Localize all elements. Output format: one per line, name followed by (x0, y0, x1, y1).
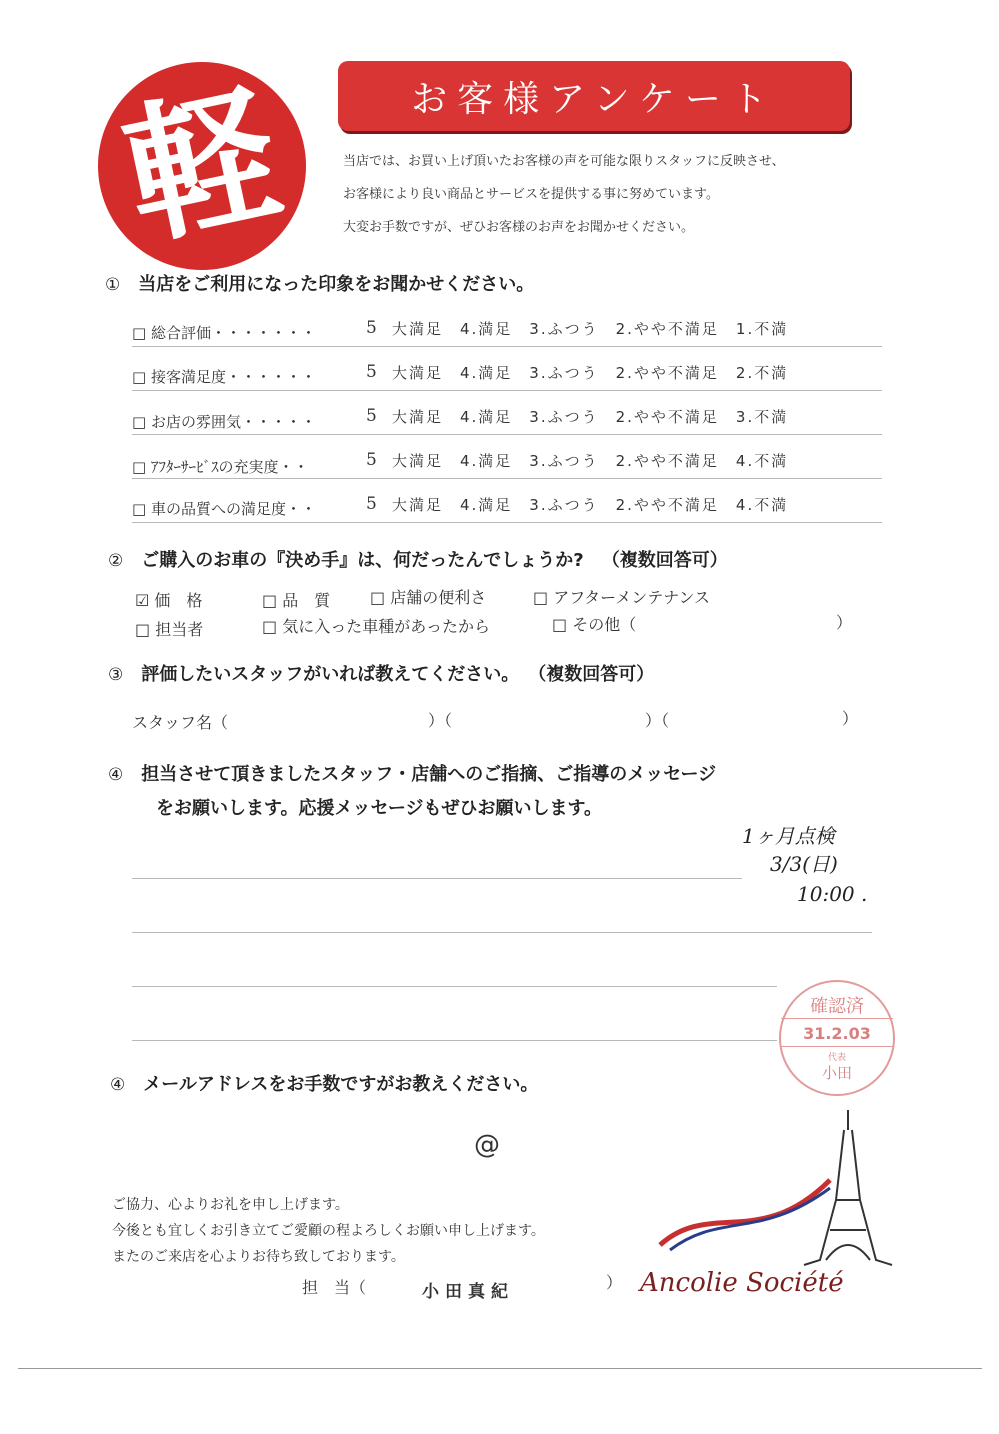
staff-name-bracket-2: ）（ (645, 711, 670, 730)
email-at-symbol[interactable]: @ (474, 1130, 500, 1160)
q3-note: （複数回答可） (537, 664, 655, 685)
option-maintenance[interactable]: □ アフターメンテナンス (533, 588, 711, 607)
stamp-small-text: 代表 (827, 1053, 846, 1063)
intro-line-3: 大変お手数ですが、ぜひお客様のお声をお聞かせください。 (343, 220, 695, 235)
message-line (132, 1040, 777, 1041)
q1-title: 当店をご利用になった印象をお聞かせください。 (138, 274, 535, 295)
intro-line-2: お客様により良い商品とサービスを提供する事に努めています。 (343, 187, 719, 202)
tower-icon (804, 1110, 892, 1265)
option-model[interactable]: □ 気に入った車種があったから (262, 617, 491, 636)
person-label: 担 当（ (302, 1278, 367, 1297)
handwritten-line-2: 3/3(日) (770, 852, 838, 876)
rating-choices-service: 大満足 4.満足 3.ふつう 2.やや不満足 2.不満 (392, 364, 789, 382)
closing-line-3: またのご来店を心よりお待ち致しております。 (112, 1249, 405, 1265)
rating-label-service[interactable]: □ 接客満足度・・・・・・ (132, 368, 316, 386)
rating-label-atmosphere[interactable]: □ お店の雰囲気・・・・・ (132, 413, 316, 431)
q2-heading (108, 546, 728, 572)
rating-mark-overall: 5 (366, 318, 377, 338)
rating-choices-overall: 大満足 4.満足 3.ふつう 2.やや不満足 1.不満 (392, 320, 789, 338)
q4-heading (108, 760, 716, 786)
handwritten-line-1: 1ヶ月点検 (742, 824, 835, 848)
rating-label-overall[interactable]: □ 総合評価・・・・・・・ (132, 324, 316, 342)
q2-note: （複数回答可） (601, 550, 728, 571)
person-name: 小田真紀 (422, 1282, 514, 1302)
survey-title: お客様アンケート (411, 78, 777, 120)
q1-heading (105, 270, 534, 296)
brand-name: Ancolie Société (640, 1268, 844, 1298)
q3-title: 評価したいスタッフがいれば教えてください。 (141, 664, 520, 685)
q4-title-line1: 担当させて頂きましたスタッフ・店舗へのご指摘、ご指導のメッセージ (141, 764, 717, 785)
q5-title: メールアドレスをお手数ですがお教えください。 (143, 1074, 539, 1095)
intro-line-1: 当店では、お買い上げ頂いたお客様の声を可能な限りスタッフに反映させ、 (343, 154, 785, 169)
rating-divider (132, 478, 882, 479)
rating-mark-vehicle: 5 (366, 494, 377, 514)
message-line (132, 932, 872, 933)
rating-divider (132, 434, 882, 435)
stamp-top-text: 確認済 (810, 996, 864, 1017)
q3-number: ③ (108, 665, 124, 685)
q5-number: ④ (110, 1075, 126, 1095)
stamp-name: 小田 (821, 1064, 852, 1082)
message-line (132, 878, 742, 879)
option-convenience[interactable]: □ 店舗の便利さ (370, 588, 487, 607)
closing-line-1: ご協力、心よりお礼を申し上げます。 (112, 1197, 349, 1213)
person-close: ） (606, 1273, 623, 1292)
option-other[interactable]: □ その他（ (552, 615, 637, 634)
logo-mark (98, 62, 306, 270)
staff-name-bracket-3: ） (842, 709, 859, 728)
logo-char: 軽 (110, 64, 294, 268)
option-staff[interactable]: □ 担当者 (135, 620, 204, 639)
rating-divider (132, 390, 882, 391)
survey-title-banner (338, 61, 850, 131)
q1-number: ① (105, 275, 121, 295)
rating-mark-service: 5 (366, 362, 377, 382)
closing-line-2: 今後とも宜しくお引き立てご愛顧の程よろしくお願い申し上げます。 (112, 1223, 545, 1239)
message-line (132, 986, 777, 987)
q4-title-line2: をお願いします。応援メッセージもぜひお願いします。 (156, 798, 603, 819)
q2-number: ② (108, 551, 124, 571)
q2-title: ご購入のお車の『決め手』は、何だったんでしょうか? (141, 550, 584, 571)
brand-wave-red (660, 1180, 830, 1245)
rating-choices-vehicle: 大満足 4.満足 3.ふつう 2.やや不満足 4.不満 (392, 496, 789, 514)
page-edge-line (18, 1368, 982, 1369)
stamp-date: 31.2.03 (803, 1024, 871, 1043)
option-other-close: ） (836, 613, 853, 632)
rating-label-vehicle[interactable]: □ 車の品質への満足度・・ (132, 500, 316, 518)
stamp-rule (781, 1018, 893, 1019)
rating-divider (132, 346, 882, 347)
option-quality[interactable]: □ 品 質 (262, 591, 331, 610)
q3-heading (108, 660, 654, 686)
q4-number: ④ (108, 765, 124, 785)
rating-mark-aftercare: 5 (366, 450, 377, 470)
rating-divider (132, 522, 882, 523)
rating-choices-atmosphere: 大満足 4.満足 3.ふつう 2.やや不満足 3.不満 (392, 408, 789, 426)
q5-heading (110, 1070, 538, 1096)
confirmation-stamp (779, 980, 895, 1096)
option-price[interactable]: ☑ 価 格 (135, 591, 203, 610)
rating-choices-aftercare: 大満足 4.満足 3.ふつう 2.やや不満足 4.不満 (392, 452, 789, 470)
rating-mark-atmosphere: 5 (366, 406, 377, 426)
stamp-rule (781, 1046, 893, 1047)
staff-name-label: スタッフ名（ (132, 713, 229, 732)
staff-name-bracket-1: ）（ (428, 711, 453, 730)
rating-label-aftercare[interactable]: □ ｱﾌﾀｰｻｰﾋﾞｽの充実度・・ (132, 458, 309, 476)
handwritten-line-3: 10:00 . (797, 882, 868, 906)
